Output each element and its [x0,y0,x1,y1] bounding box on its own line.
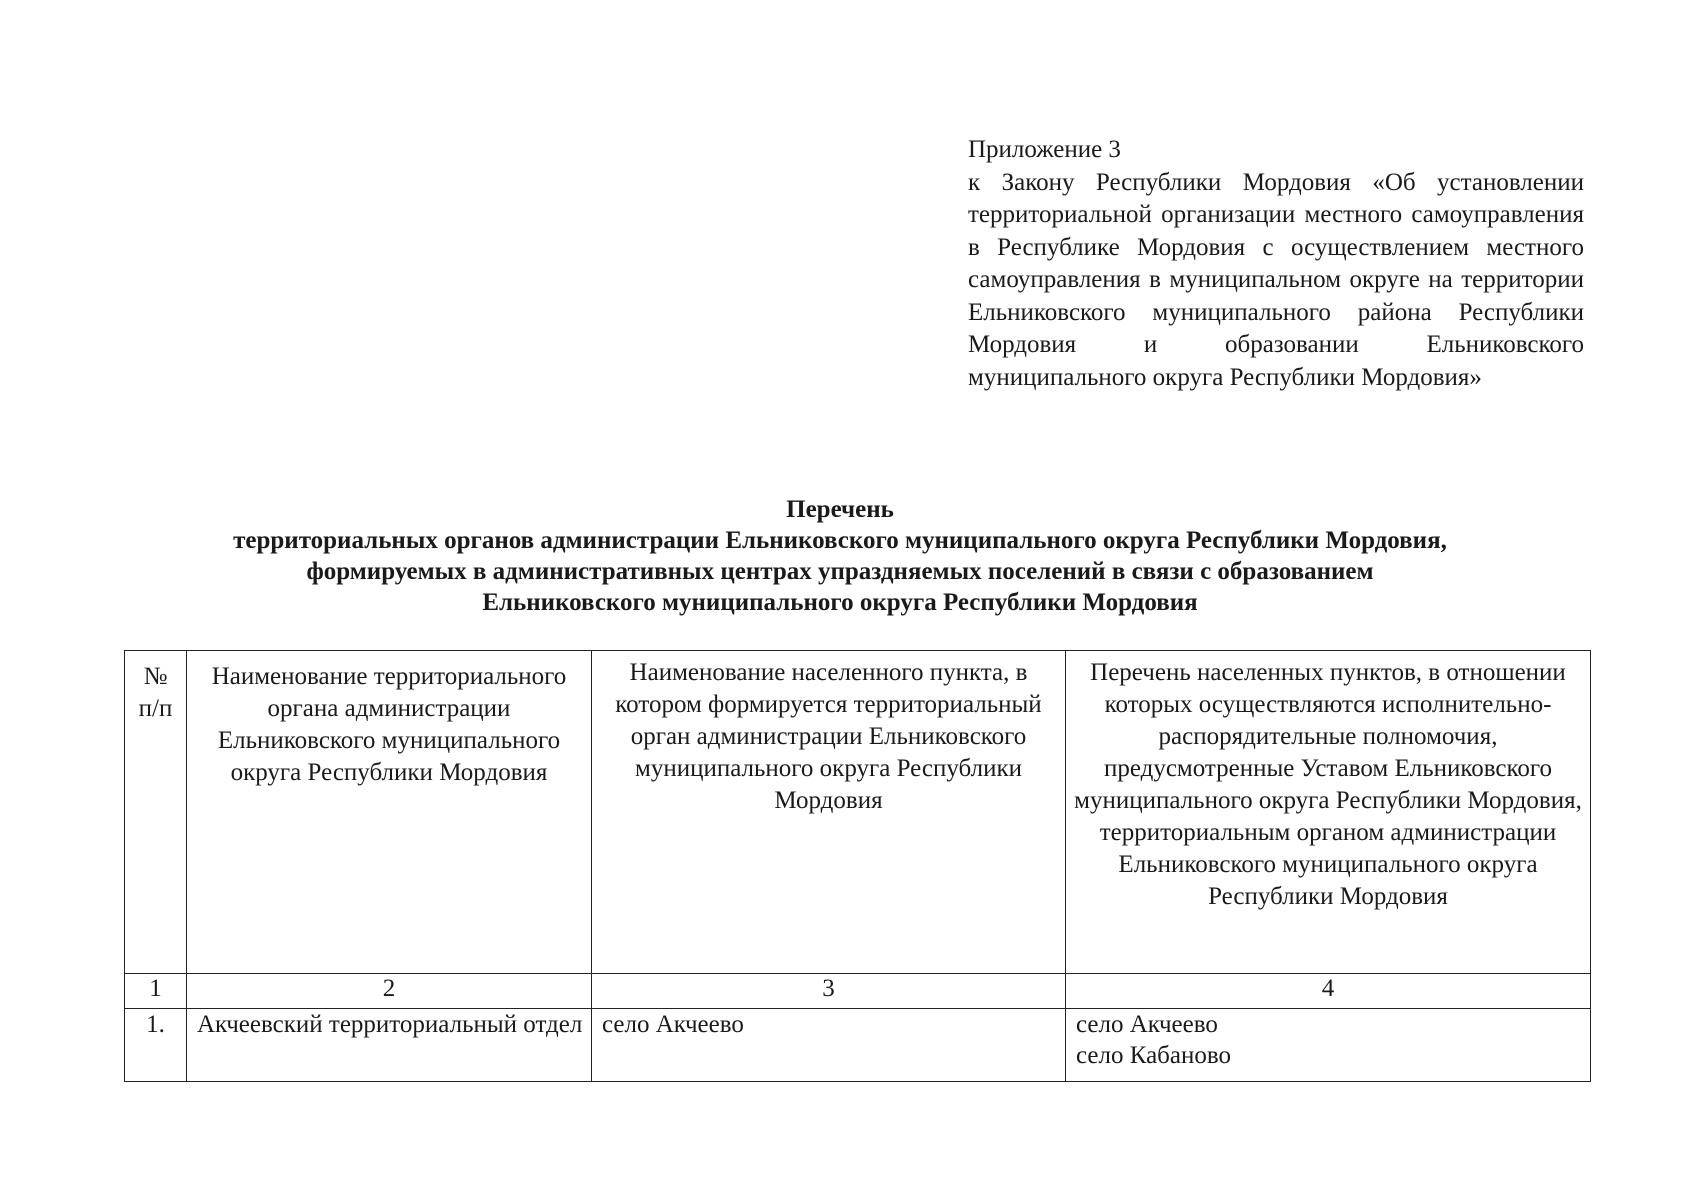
appendix-note [968,134,1584,394]
heading-line-3: формируемых в административных центрах упраздняемых поселений в связи с образованием [306,558,1374,585]
table-header-row [125,651,1591,974]
row-settlement: село Акчеево [592,1009,1066,1082]
column-number: 2 [187,974,592,1009]
column-number-row [125,974,1591,1009]
document-heading [120,494,1560,618]
header-organ-name-label: Наименование территориального органа администрации Ельниковского муниципального округа Республики Мордовия [211,663,567,786]
header-number [125,651,187,974]
header-organ-name [187,651,592,974]
locality-item: село Акчеево [1076,1011,1218,1038]
header-settlement-label: Наименование населенного пункта, в котором формируется территориальный орган администрации Ельниковского муниципального округа Республики Мордовия [615,659,1042,814]
header-localities [1066,651,1591,974]
column-number: 4 [1066,974,1591,1009]
header-settlement [592,651,1066,974]
locality-item: село Кабаново [1076,1042,1231,1069]
header-localities-label: Перечень населенных пунктов, в отношении которых осуществляются исполнительно-распорядительные полномочия, предусмотренные Уставом Ельниковского муниципального округа Республики Мордовия, территориальным органом администрации Ельниковского муниципального округа Республики Мордовия [1074,659,1582,910]
row-number: 1. [125,1009,187,1082]
header-number-label: № п/п [138,663,173,722]
territorial-organs-table [124,650,1591,1082]
column-number: 3 [592,974,1066,1009]
column-number: 1 [125,974,187,1009]
heading-line-4: Ельниковского муниципального округа Республики Мордовия [482,589,1198,616]
table-row [125,1009,1591,1082]
appendix-text: к Закону Республики Мордовия «Об установлении территориальной организации местного самоуправления в Республике Мордовия с осуществлением местного самоуправления в муниципальном округе на территории Ельниковского муниципального района Республики Мордовия и образовании Ельниковского муниципального округа Республики Мордовия» [968,168,1584,391]
heading-line-2: территориальных органов администрации Ельниковского муниципального округа Республики Мордовия, [233,527,1447,554]
row-organ-name: Акчеевский территориальный отдел [187,1009,592,1082]
heading-line-1: Перечень [786,496,894,523]
appendix-title: Приложение 3 [968,136,1121,163]
row-localities [1066,1009,1591,1082]
